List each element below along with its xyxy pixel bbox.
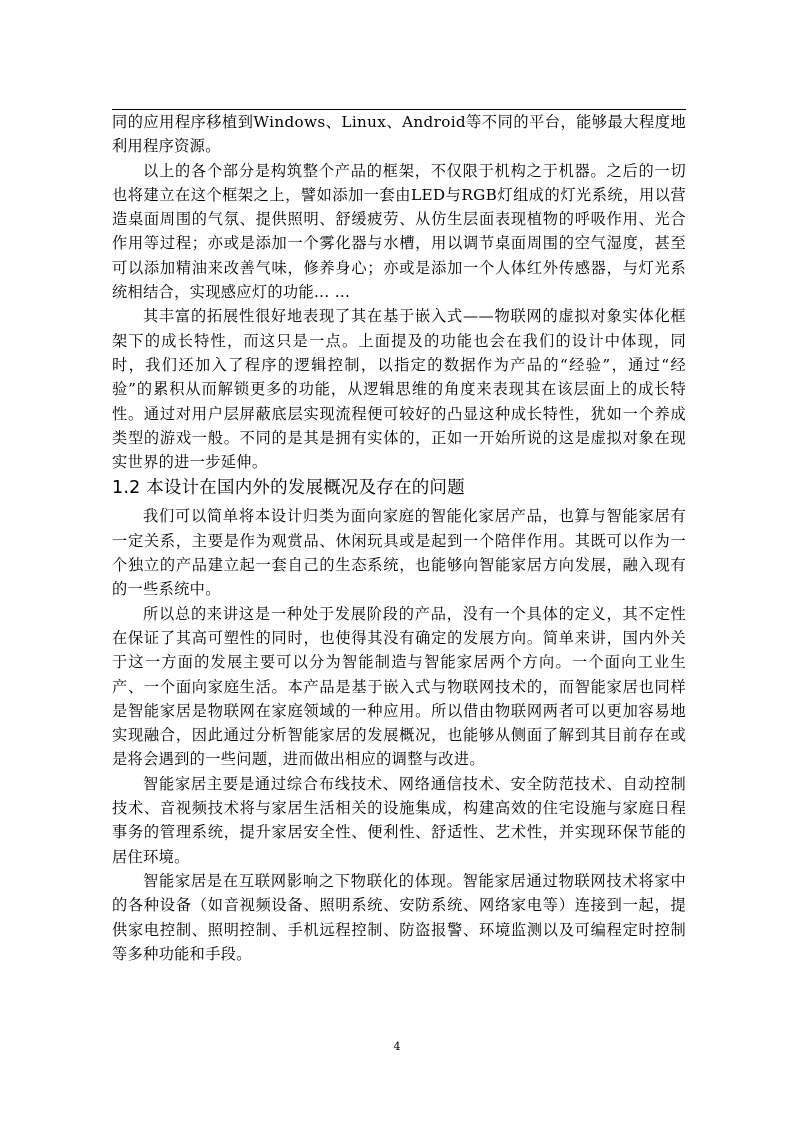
paragraph-classification: 我们可以简单将本设计归类为面向家庭的智能化家居产品，也算与智能家居有一定关系，主要是作为观赏品、休闲玩具或是起到一个陪伴作用。其既可以作为一个独立的产品建立起一套自己的生态系统，也能够向智能家居方向发展，融入现有的一些系统中。: [112, 507, 686, 599]
page-number: 4: [393, 1040, 401, 1053]
body-text: [112, 110, 686, 966]
paragraph-framework: 以上的各个部分是构筑整个产品的框架，不仅限于机构之于机器。之后的一切也将建立在这个框架之上，譬如添加一套由LED与RGB灯组成的灯光系统，用以营造桌面周围的气氛、提供照明、舒缓疲劳、从仿生层面表现植物的呼吸作用、光合作用等过程；亦或是添加一个雾化器与水槽，用以调节桌面周围的空气湿度，甚至可以添加精油来改善气味，修养身心；亦或是添加一个人体红外传感器，与灯光系统相结合，实现感应灯的功能... ...: [112, 161, 686, 302]
paragraph-development: 所以总的来讲这是一种处于发展阶段的产品，没有一个具体的定义，其不定性在保证了其高可塑性的同时，也使得其没有确定的发展方向。简单来讲，国内外关于这一方面的发展主要可以分为智能制造与智能家居两个方向。一个面向工业生产、一个面向家庭生活。本产品是基于嵌入式与物联网技术的，而智能家居也同样是智能家居是物联网在家庭领域的一种应用。所以借由物联网两者可以更加容易地实现融合，因此通过分析智能家居的发展概况，也能够从侧面了解到其目前存在或是将会遇到的一些问题，进而做出相应的调整与改进。: [112, 604, 686, 769]
paragraph-smart-home-tech: 智能家居主要是通过综合布线技术、网络通信技术、安全防范技术、自动控制技术、音视频技术将与家居生活相关的设施集成，构建高效的住宅设施与家庭日程事务的管理系统，提升家居安全性、便利性、舒适性、艺术性，并实现环保节能的居住环境。: [112, 774, 686, 866]
paragraph-extensibility: 其丰富的拓展性很好地表现了其在基于嵌入式——物联网的虚拟对象实体化框架下的成长特性，而这只是一点。上面提及的功能也会在我们的设计中体现，同时，我们还加入了程序的逻辑控制，以指定的数据作为产品的“经验”，通过“经验”的累积从而解锁更多的功能，从逻辑思维的角度来表现其在该层面上的成长特性。通过对用户层屏蔽底层实现流程便可较好的凸显这种成长特性，犹如一个养成类型的游戏一般。不同的是其是拥有实体的，正如一开始所说的这是虚拟对象在现实世界的进一步延伸。: [112, 307, 686, 472]
paragraph-smart-home-iot: 智能家居是在互联网影响之下物联化的体现。智能家居通过物联网技术将家中的各种设备（如音视频设备、照明系统、安防系统、网络家电等）连接到一起，提供家电控制、照明控制、手机远程控制、防盗报警、环境监测以及可编程定时控制等多种功能和手段。: [112, 871, 686, 963]
paragraph-continued: 同的应用程序移植到Windows、Linux、Android等不同的平台，能够最大程度地利用程序资源。: [112, 113, 686, 156]
section-heading: 1.2 本设计在国内外的发展概况及存在的问题: [112, 478, 465, 499]
